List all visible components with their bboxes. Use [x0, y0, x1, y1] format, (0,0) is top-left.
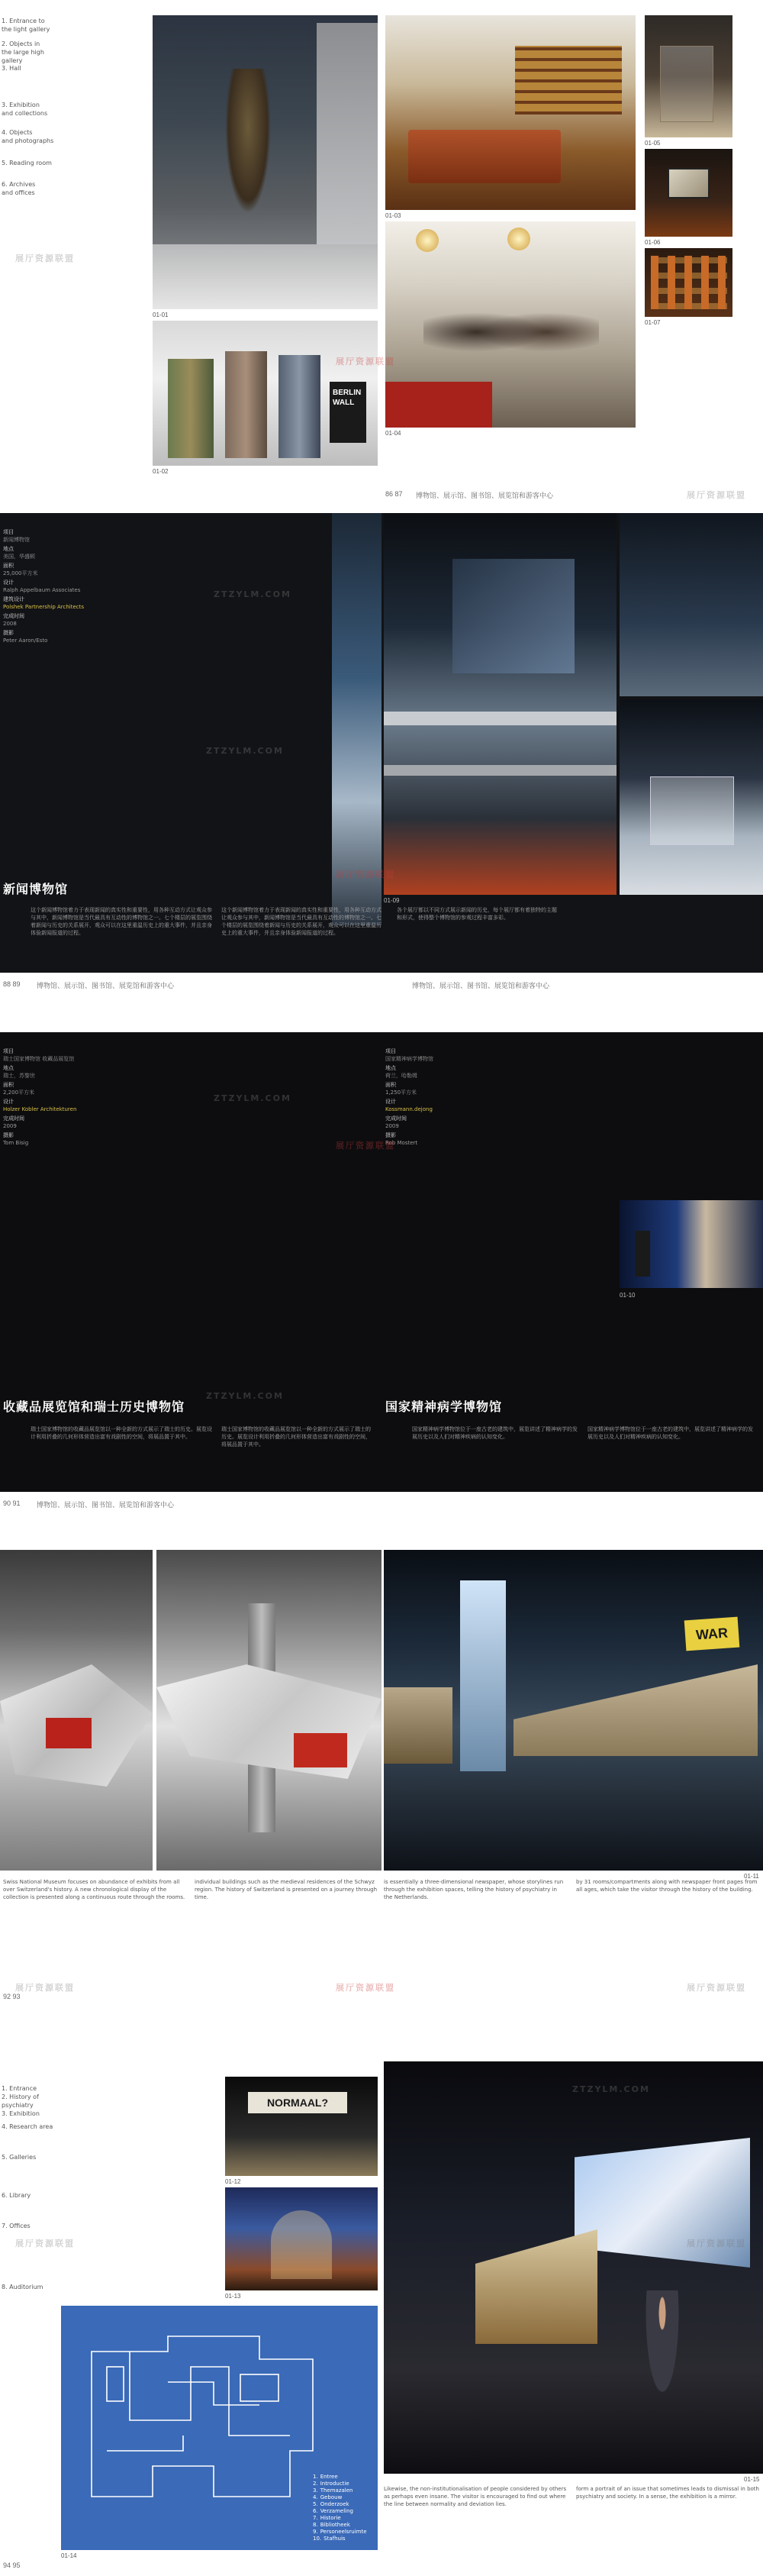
page-numbers: 92 93 — [3, 1993, 21, 2000]
sidenote: 4. Research area — [2, 2123, 53, 2130]
photo-berlin-wall — [153, 321, 378, 466]
body-text: 这个新闻博物馆着力于表现新闻的真实性和重要性，用各种互动方式让观众参与其中，新闻博物馆是当代最具有互动性的博物馆之一。七个楼层的展览围绕着新闻与历史的关系展开，观众可以在这里重温历史上的重大事件，并且亲身体验新闻报道的过程。 — [221, 907, 382, 936]
watermark-text: 展厅资源联盟 — [15, 1983, 75, 1993]
photo-wall-segment — [225, 351, 267, 458]
photo-atrium-edge — [332, 513, 382, 925]
legend-label: Gebouw — [320, 2494, 343, 2500]
sidenote: 1. Entrance 2. History of psychiatry 3. Exhibition — [2, 2085, 40, 2117]
watermark-text: 展厅资源联盟 — [687, 1983, 746, 1993]
body-text: by 31 rooms/compartments along with newspaper front pages from all ages, which take the visitor through the history of the building. — [576, 1879, 758, 1893]
sidenote: 2. Objects in the large high gallery — [2, 40, 44, 64]
meta-key: 面积 — [3, 1082, 14, 1088]
photo-floor — [153, 244, 378, 309]
caption: 01-11 — [744, 1873, 759, 1880]
caption: 01-05 — [645, 140, 661, 147]
exhibit-title-right: 国家精神病学博物馆 — [385, 1399, 503, 1414]
legend-label: Onderzoek — [320, 2501, 349, 2507]
page-numbers: 90 91 — [3, 1499, 21, 1507]
photo-light-panel — [460, 1580, 506, 1771]
body-text: 各个展厅都以不同方式展示新闻的历史，每个展厅都有着独特的主题和形式，使得整个博物馆的参观过程丰富多彩。 — [397, 907, 557, 921]
watermark-text: ZTZYLM.COM — [214, 589, 291, 599]
legend-label: Entree — [320, 2474, 338, 2480]
body-text: is essentially a three-dimensional newspaper, whose storylines run through the exhibition spaces, telling the history of psychiatry in the Netherlands. — [384, 1879, 564, 1900]
meta-value: Peter Aaron/Esto — [3, 638, 48, 644]
watermark-text: 展厅资源联盟 — [336, 1141, 395, 1151]
watermark-text: ZTZYLM.COM — [206, 746, 284, 756]
watermark-text: 展厅资源联盟 — [15, 253, 75, 263]
legend-item: 4. Gebouw — [313, 2494, 343, 2500]
sidenote: 3. Exhibition and collections — [2, 102, 48, 117]
watermark-text: 展厅资源联盟 — [336, 357, 395, 366]
photo-screen — [645, 149, 732, 237]
sign-text: WALL — [333, 399, 355, 407]
photo-lamp — [507, 228, 530, 250]
page-numbers: 88 89 — [3, 980, 21, 988]
legend-label: Historie — [320, 2515, 341, 2521]
photo-wall-sign: WAR — [684, 1617, 740, 1651]
page-numbers: 86 87 — [385, 490, 403, 498]
running-head: 博物馆、展示馆、图书馆、展览馆和游客中心 — [37, 982, 175, 989]
berlin-wall-sign — [330, 382, 366, 443]
watermark-text: ZTZYLM.COM — [214, 1093, 291, 1103]
exhibit-title: 新闻博物馆 — [3, 882, 69, 896]
sidenote: 3. Hall — [2, 65, 21, 72]
body-text: Swiss National Museum focuses on abundance of exhibits from all over Switzerland's history. A new chronological display of the collection is presented along a continuous route through the rooms. — [3, 1879, 185, 1900]
spread-4 — [0, 1550, 763, 2039]
photo-display-case — [645, 15, 732, 137]
legend-label: Themazalen — [320, 2487, 353, 2494]
page-numbers: 94 95 — [3, 2561, 21, 2569]
meta-value: Polshek Partnership Architects — [3, 604, 85, 610]
legend-item: 1. Entree — [313, 2474, 338, 2480]
photo-balcony — [384, 765, 617, 776]
meta-value: 瑞士国家博物馆 收藏品展览馆 — [3, 1056, 75, 1062]
photo-newspaper-wall — [620, 513, 763, 696]
meta-value: 2008 — [3, 621, 17, 627]
meta-value: 美国，华盛顿 — [3, 554, 35, 560]
meta-value: 国家精神病学博物馆 — [385, 1056, 433, 1062]
photo-showcase — [660, 46, 713, 122]
photo-psychiatry-gallery — [384, 1550, 763, 1871]
project-info-left — [3, 1048, 133, 1148]
photo-folded-gallery-right — [156, 1550, 382, 1871]
photo-people — [423, 298, 599, 366]
photo-corridor — [225, 2187, 378, 2290]
legend-label: Personeelsruimte — [320, 2529, 367, 2535]
caption: 01-06 — [645, 239, 661, 246]
running-head: 博物馆、展示馆、图书馆、展览馆和游客中心 — [416, 492, 554, 499]
floor-plan — [61, 2306, 378, 2550]
legend-item: 5. Onderzoek — [313, 2501, 349, 2507]
meta-key: 建筑设计 — [3, 596, 24, 602]
plan-legend — [313, 2474, 378, 2542]
meta-value: Kossmann.dejong — [385, 1106, 433, 1112]
meta-key: 面积 — [385, 1082, 396, 1088]
photo-vitrine — [513, 1664, 758, 1756]
spread-5 — [0, 2061, 763, 2576]
caption: 01-15 — [744, 2476, 760, 2483]
meta-key: 设计 — [385, 1099, 396, 1105]
meta-key: 项目 — [3, 1048, 14, 1054]
photo-red-display — [294, 1733, 347, 1767]
meta-key: 地点 — [3, 1065, 14, 1071]
meta-key: 地点 — [385, 1065, 396, 1071]
photo-red-display — [46, 1718, 92, 1748]
legend-item: 7. Historie — [313, 2515, 341, 2521]
legend-label: Introductie — [320, 2481, 349, 2487]
plan-room — [240, 2374, 278, 2401]
plan-room — [107, 2367, 124, 2401]
spread-1 — [0, 0, 763, 504]
caption: 01-01 — [153, 312, 169, 318]
project-info-right — [385, 1048, 515, 1148]
photo-wall-segment — [278, 355, 320, 458]
meta-value: 25,000平方米 — [3, 570, 38, 576]
meta-value: 荷兰，哈勒姆 — [385, 1073, 417, 1079]
meta-value: 瑞士，苏黎世 — [3, 1073, 35, 1079]
meta-key: 摄影 — [3, 1132, 14, 1138]
spread-3 — [0, 1032, 763, 1521]
meta-key: 项目 — [385, 1048, 396, 1054]
photo-fold — [156, 1664, 382, 1779]
photo-cafe — [385, 221, 636, 428]
legend-item: 3. Themazalen — [313, 2487, 353, 2494]
photo-arch — [271, 2210, 332, 2279]
photo-artifacts — [645, 248, 732, 317]
photo-glass-case — [650, 776, 734, 845]
photo-red-floor — [385, 382, 492, 428]
spread-2 — [0, 513, 763, 1002]
photo-projection-room — [384, 2061, 763, 2474]
meta-key: 设计 — [3, 1099, 14, 1105]
sidenote: 6. Archives and offices — [2, 181, 36, 196]
plan-wall — [130, 2352, 290, 2436]
meta-key: 完成时间 — [3, 613, 24, 619]
legend-item: 2. Introductie — [313, 2481, 349, 2487]
legend-item: 10. Stafhuis — [313, 2536, 346, 2542]
meta-value: 2009 — [3, 1123, 17, 1129]
photo-folded-gallery-left — [0, 1550, 153, 1871]
photo-vitrine — [475, 2229, 597, 2344]
running-head: 博物馆、展示馆、图书馆、展览馆和游客中心 — [37, 1501, 175, 1509]
photo-normaal-sign — [225, 2077, 378, 2176]
body-text: individual buildings such as the medieval residences of the Schwyz region. The history of Switzerland is presented on a journey through time. — [195, 1879, 378, 1900]
meta-value: 1,250平方米 — [385, 1089, 417, 1096]
body-text: Likewise, the non-institutionalisation of people considered by others as perhaps even insane. The visitor is encouraged to find out where the line between normality and deviation lies. — [384, 2486, 567, 2507]
project-info — [3, 528, 125, 646]
body-text: 瑞士国家博物馆的收藏品展览馆以一种全新的方式展示了瑞士的历史。展览设计利用折叠的几何形体营造出富有戏剧性的空间，将展品置于其中。 — [221, 1426, 371, 1448]
watermark-text: 展厅资源联盟 — [336, 1983, 395, 1993]
plan-wall — [107, 2436, 183, 2451]
meta-value: 2,200平方米 — [3, 1089, 35, 1096]
normaal-sign: NORMAAL? — [248, 2092, 347, 2113]
running-head: 博物馆、展示馆、图书馆、展览馆和游客中心 — [412, 982, 550, 989]
body-text: 瑞士国家博物馆的收藏品展览馆以一种全新的方式展示了瑞士的历史。展览设计利用折叠的几何形体营造出富有戏剧性的空间，将展品置于其中。 — [31, 1426, 212, 1440]
body-text: 这个新闻博物馆着力于表现新闻的真实性和重要性，用各种互动方式让观众参与其中，新闻博物馆是当代最具有互动性的博物馆之一。七个楼层的展览围绕着新闻与历史的关系展开，观众可以在这里重温历史上的重大事件，并且亲身体验新闻报道的过程。 — [31, 907, 212, 936]
photo-monitor — [668, 168, 710, 199]
photo-table — [408, 130, 561, 183]
sidenote: 5. Galleries — [2, 2154, 37, 2161]
photo-exhibit-room — [620, 700, 763, 895]
photo-sculpture — [225, 69, 271, 214]
legend-label: Bibliotheek — [320, 2522, 350, 2528]
sidenote: 8. Auditorium — [2, 2284, 43, 2290]
exhibit-title-left: 收藏品展览馆和瑞士历史博物馆 — [3, 1399, 185, 1414]
caption: 01-03 — [385, 212, 401, 219]
meta-value: 新闻博物馆 — [3, 537, 30, 543]
photo-balcony — [384, 712, 617, 725]
watermark-text: 展厅资源联盟 — [687, 490, 746, 500]
body-text: 国家精神病学博物馆位于一座古老的建筑中，展览讲述了精神病学的发展历史以及人们对精神疾病的认知变化。 — [412, 1426, 578, 1440]
meta-key: 完成时间 — [385, 1115, 407, 1122]
sidenote: 6. Library — [2, 2192, 31, 2199]
meta-key: 设计 — [3, 579, 14, 586]
caption: 01-07 — [645, 319, 661, 326]
meta-key: 摄影 — [385, 1132, 396, 1138]
body-text: 国家精神病学博物馆位于一座古老的建筑中，展览讲述了精神病学的发展历史以及人们对精神疾病的认知变化。 — [588, 1426, 753, 1440]
watermark-text: ZTZYLM.COM — [572, 2084, 650, 2094]
legend-item: 9. Personeelsruimte — [313, 2529, 367, 2535]
photo-screen-wall — [452, 559, 575, 673]
photo-grid-artifacts — [651, 256, 727, 309]
body-text: form a portrait of an issue that sometimes leads to dismissal in both psychiatry and society. In a sense, the exhibition is a mirror. — [576, 2486, 759, 2500]
photo-figure — [635, 1231, 650, 1277]
legend-item: 6. Verzameling — [313, 2508, 353, 2514]
meta-value: Tom Bisig — [3, 1140, 29, 1146]
photo-psychiatry-exhibit — [620, 1200, 763, 1288]
caption: 01-13 — [225, 2293, 241, 2300]
photo-vitrine — [384, 1687, 452, 1764]
watermark-text: 展厅资源联盟 — [687, 2239, 746, 2248]
photo-reading-room — [385, 15, 636, 210]
plan-outline — [92, 2336, 313, 2497]
sidenote: 5. Reading room — [2, 160, 52, 166]
caption: 01-14 — [61, 2552, 77, 2559]
photo-figure — [643, 2290, 681, 2405]
sign-text: BERLIN — [333, 389, 362, 397]
watermark-text: ZTZYLM.COM — [206, 1391, 284, 1401]
caption: 01-12 — [225, 2178, 241, 2185]
meta-key: 完成时间 — [3, 1115, 24, 1122]
meta-value: Holzer Kobler Architekturen — [3, 1106, 77, 1112]
photo-lamp — [416, 229, 439, 252]
photo-shelves — [515, 46, 622, 115]
sidenote: 1. Entrance to the light gallery — [2, 18, 50, 33]
caption: 01-09 — [384, 897, 400, 904]
legend-item: 8. Bibliotheek — [313, 2522, 350, 2528]
caption: 01-10 — [620, 1292, 636, 1299]
watermark-text: 展厅资源联盟 — [15, 2239, 75, 2248]
meta-key: 摄影 — [3, 630, 14, 636]
meta-key: 地点 — [3, 546, 14, 552]
meta-value: 2009 — [385, 1123, 399, 1129]
photo-newseum-atrium — [153, 15, 378, 309]
caption: 01-02 — [153, 468, 169, 475]
meta-value: Rob Mostert — [385, 1140, 418, 1146]
photo-newseum-interior — [384, 513, 617, 895]
meta-key: 面积 — [3, 563, 14, 569]
sidenote: 7. Offices — [2, 2223, 31, 2229]
photo-wall-segment — [168, 359, 214, 458]
legend-label: Verzameling — [320, 2508, 353, 2514]
meta-key: 项目 — [3, 529, 14, 535]
caption: 01-04 — [385, 430, 401, 437]
meta-value: Ralph Appelbaum Associates — [3, 587, 81, 593]
watermark-text: 展厅资源联盟 — [336, 870, 395, 880]
sidenote: 4. Objects and photographs — [2, 129, 54, 144]
legend-label: Stafhuis — [324, 2536, 346, 2542]
